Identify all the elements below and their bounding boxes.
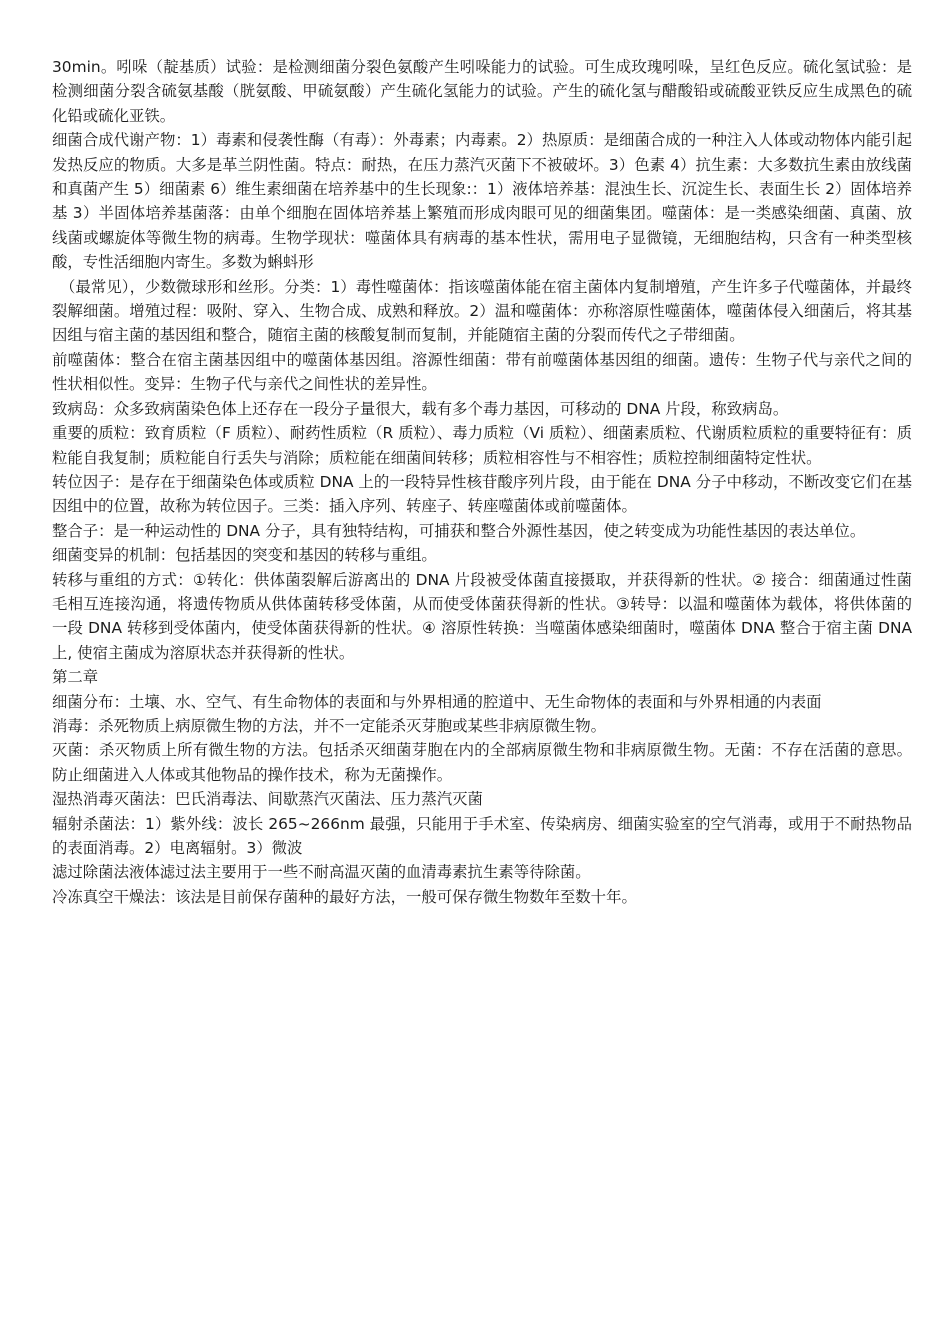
paragraph-freeze-drying: 冷冻真空干燥法：该法是目前保存菌种的最好方法，一般可保存微生物数年至数十年。 — [52, 887, 637, 906]
paragraph-disinfection: 消毒：杀死物质上病原微生物的方法，并不一定能杀灭芽胞或某些非病原微生物。 — [52, 716, 607, 735]
paragraph-synthetic-metabolites: 细菌合成代谢产物：1）毒素和侵袭性酶（有毒）：外毒素；内毒素。2）热原质：是细菌合成的一种注入人体或动物体内能引起发热反应的物质。大多是革兰阴性菌。特点：耐热，在压力蒸汽灭菌下不被破坏。3）色素 4）抗生素：大多数抗生素由放线菌和真菌产生 5）细菌素 6）维生素细菌在培养基中的生长现象:：1）液体培养基：混浊生长、沉淀生长、表面生长 2）固体培养基 3）半固体培养基菌落：由单个细胞在固体培养基上繁殖而形成肉眼可见的细菌集团。噬菌体：是一类感染细菌、真菌、放线菌或螺旋体等微生物的病毒。生物学现状：噬菌体具有病毒的基本性状，需用电子显微镜，无细胞结构，只含有一种类型核酸，专性活细胞内寄生。多数为蝌蚪形 — [52, 131, 912, 272]
paragraph-filtration: 滤过除菌法液体滤过法主要用于一些不耐高温灭菌的血清毒素抗生素等待除菌。 — [52, 863, 591, 882]
paragraph-integron: 整合子：是一种运动性的 DNA 分子，具有独特结构，可捕获和整合外源性基因，使之转变成为功能性基因的表达单位。 — [52, 521, 866, 540]
paragraph-biochemical-tests: 30min。吲哚（靛基质）试验：是检测细菌分裂色氨酸产生吲哚能力的试验。可生成玫瑰吲哚，呈红色反应。硫化氢试验：是检测细菌分裂含硫氨基酸（胱氨酸、甲硫氨酸）产生硫化氢能力的试验。产生的硫化氢与醋酸铅或硫酸亚铁反应生成黑色的硫化铅或硫化亚铁。 — [52, 58, 912, 125]
paragraph-prophage: 前噬菌体：整合在宿主菌基因组中的噬菌体基因组。溶源性细菌：带有前噬菌体基因组的细菌。遗传：生物子代与亲代之间的性状相似性。变异：生物子代与亲代之间性状的差异性。 — [52, 350, 912, 394]
paragraph-variation-mechanism: 细菌变异的机制：包括基因的突变和基因的转移与重组。 — [52, 546, 437, 565]
paragraph-transfer-recombination: 转移与重组的方式：①转化：供体菌裂解后游离出的 DNA 片段被受体菌直接摄取，并获得新的性状。② 接合：细菌通过性菌毛相互连接沟通，将遗传物质从供体菌转移受体菌，从而使受体菌获得新的性状。③转导：以温和噬菌体为载体，将供体菌的一段 DNA 转移到受体菌内，使受体菌获得新的性状。④ 溶原性转换：当噬菌体感染细菌时，噬菌体 DNA 整合于宿主菌 DNA 上, 使宿主菌成为溶原状态并获得新的性状。 — [52, 570, 912, 662]
paragraph-plasmids: 重要的质粒：致育质粒（F 质粒）、耐药性质粒（R 质粒）、毒力质粒（Vi 质粒）、细菌素质粒、代谢质粒质粒的重要特征有：质粒能自我复制；质粒能自行丢失与消除；质粒能在细菌间转移；质粒相容性与不相容性；质粒控制细菌特定性状。 — [52, 424, 912, 467]
paragraph-moist-heat: 湿热消毒灭菌法：巴氏消毒法、间歇蒸汽灭菌法、压力蒸汽灭菌 — [52, 790, 483, 809]
paragraph-bacterial-distribution: 细菌分布：土壤、水、空气、有生命物体的表面和与外界相通的腔道中、无生命物体的表面和与外界相通的内表面 — [52, 692, 822, 711]
paragraph-transposable-elements: 转位因子：是存在于细菌染色体或质粒 DNA 上的一段特异性核苷酸序列片段，由于能在 DNA 分子中移动，不断改变它们在基因组中的位置，故称为转位因子。三类：插入序列、转座子、转座噬菌体或前噬菌体。 — [52, 472, 912, 516]
paragraph-radiation: 辐射杀菌法：1）紫外线：波长 265~266nm 最强，只能用于手术室、传染病房、细菌实验室的空气消毒，或用于不耐热物品的表面消毒。2）电离辐射。3）微波 — [52, 814, 912, 857]
chapter-heading: 第二章 — [52, 668, 99, 687]
paragraph-phage-classification: （最常见），少数微球形和丝形。分类：1）毒性噬菌体：指该噬菌体能在宿主菌体内复制增殖，产生许多子代噬菌体，并最终裂解细菌。增殖过程：吸附、穿入、生物合成、成熟和释放。2）温和噬菌体：亦称溶原性噬菌体，噬菌体侵入细菌后，将其基因组与宿主菌的基因组和整合，随宿主菌的核酸复制而复制，并能随宿主菌的分裂而传代之子带细菌。 — [52, 277, 912, 345]
paragraph-sterilization: 灭菌：杀灭物质上所有微生物的方法。包括杀灭细菌芽胞在内的全部病原微生物和非病原微生物。无菌：不存在活菌的意思。防止细菌进入人体或其他物品的操作技术，称为无菌操作。 — [52, 741, 912, 784]
document-page — [52, 55, 912, 909]
paragraph-pathogenicity-island: 致病岛：众多致病菌染色体上还存在一段分子量很大，载有多个毒力基因，可移动的 DNA 片段，称致病岛。 — [52, 399, 789, 418]
